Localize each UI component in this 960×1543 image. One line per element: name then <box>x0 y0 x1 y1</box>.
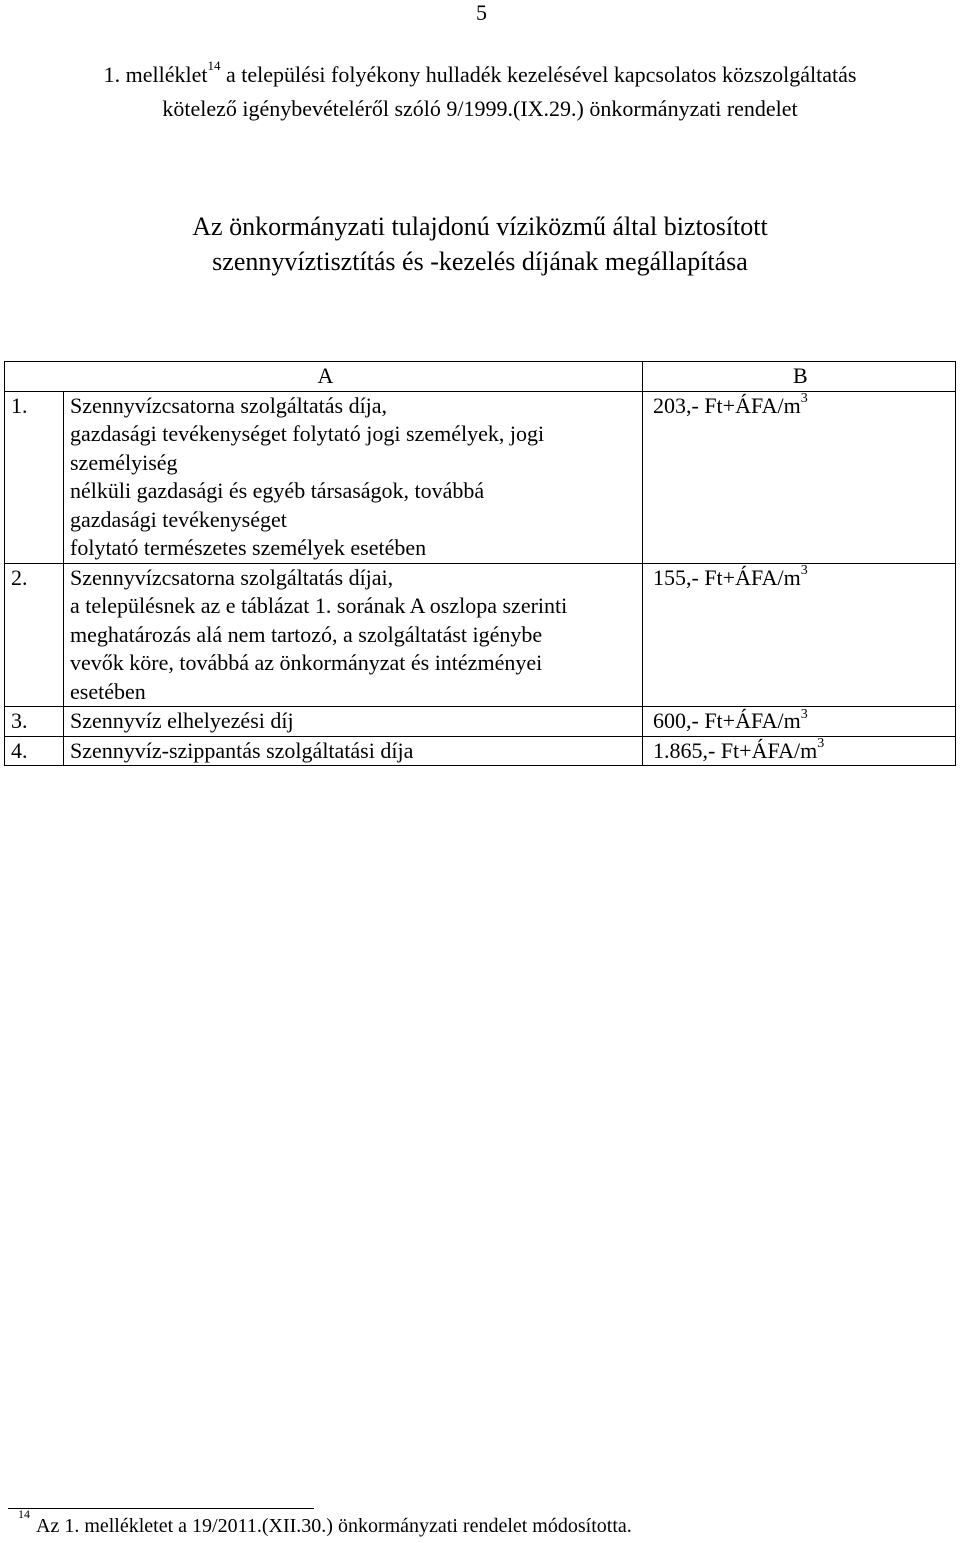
unit-exponent: 3 <box>800 706 808 722</box>
fee-amount: 1.865,- Ft+ÁFA/m <box>653 737 818 763</box>
row-fee-value <box>643 707 956 737</box>
row-fee-value <box>643 736 956 766</box>
footnote-text: Az 1. mellékletet a 19/2011.(XII.30.) önkormányzati rendelet módosította. <box>36 1515 632 1537</box>
column-b-header: B <box>643 362 956 392</box>
description-line: folytató természetes személyek esetében <box>70 535 427 560</box>
annex-label: 1. melléklet <box>103 62 208 87</box>
row-number: 1. <box>5 391 64 563</box>
description-line: a településnek az e táblázat 1. sorának A oszlopa szerinti <box>70 593 568 618</box>
unit-exponent: 3 <box>800 563 808 579</box>
table-row <box>5 563 956 707</box>
unit-exponent: 3 <box>800 391 808 407</box>
page-number: 5 <box>476 0 487 25</box>
annex-heading-line-1 <box>0 57 960 88</box>
footnote-separator <box>8 1508 314 1509</box>
row-description <box>64 391 643 563</box>
table-row <box>5 707 956 737</box>
column-a-header: A <box>5 362 643 392</box>
row-fee-value <box>643 563 956 707</box>
fee-amount: 203,- Ft+ÁFA/m <box>653 392 801 418</box>
description-line: személyiség <box>70 449 178 475</box>
table-header-row <box>5 362 956 392</box>
description-line: meghatározás alá nem tartozó, a szolgáltatást igénybe <box>70 621 543 647</box>
row-number: 3. <box>5 707 64 737</box>
footnote <box>18 1507 632 1538</box>
annex-heading-text: a települési folyékony hulladék kezelésével kapcsolatos közszolgáltatás <box>225 62 857 87</box>
annex-heading-line-2: kötelező igénybevételéről szóló 9/1999.(IX.29.) önkormányzati rendelet <box>162 96 798 121</box>
description-line: nélküli gazdasági és egyéb társaságok, továbbá <box>70 478 485 503</box>
description-line: gazdasági tevékenységet folytató jogi személyek, jogi <box>70 421 545 446</box>
document-title-line-1: Az önkormányzati tulajdonú víziközmű által biztosított <box>192 212 768 241</box>
description-line: Szennyvízcsatorna szolgáltatás díja, <box>70 392 388 418</box>
description-line: esetében <box>70 678 146 704</box>
row-description <box>64 736 643 766</box>
row-fee-value <box>643 391 956 563</box>
row-number: 4. <box>5 736 64 766</box>
description-line: Szennyvíz elhelyezési díj <box>70 708 294 733</box>
fee-amount: 600,- Ft+ÁFA/m <box>653 708 801 733</box>
fee-amount: 155,- Ft+ÁFA/m <box>653 564 801 590</box>
row-description <box>64 707 643 737</box>
footnote-number: 14 <box>18 1507 30 1522</box>
table-row <box>5 736 956 766</box>
description-line: Szennyvíz-szippantás szolgáltatási díja <box>70 737 414 763</box>
table-row <box>5 391 956 563</box>
row-description <box>64 563 643 707</box>
fee-table <box>4 361 956 766</box>
unit-exponent: 3 <box>817 736 825 752</box>
footnote-reference[interactable]: 14 <box>207 57 221 73</box>
description-line: vevők köre, továbbá az önkormányzat és intézményei <box>70 650 543 675</box>
row-number: 2. <box>5 563 64 707</box>
description-line: gazdasági tevékenységet <box>70 506 287 532</box>
document-title-line-2: szennyvíztisztítás és -kezelés díjának megállapítása <box>212 247 748 276</box>
description-line: Szennyvízcsatorna szolgáltatás díjai, <box>70 564 394 590</box>
